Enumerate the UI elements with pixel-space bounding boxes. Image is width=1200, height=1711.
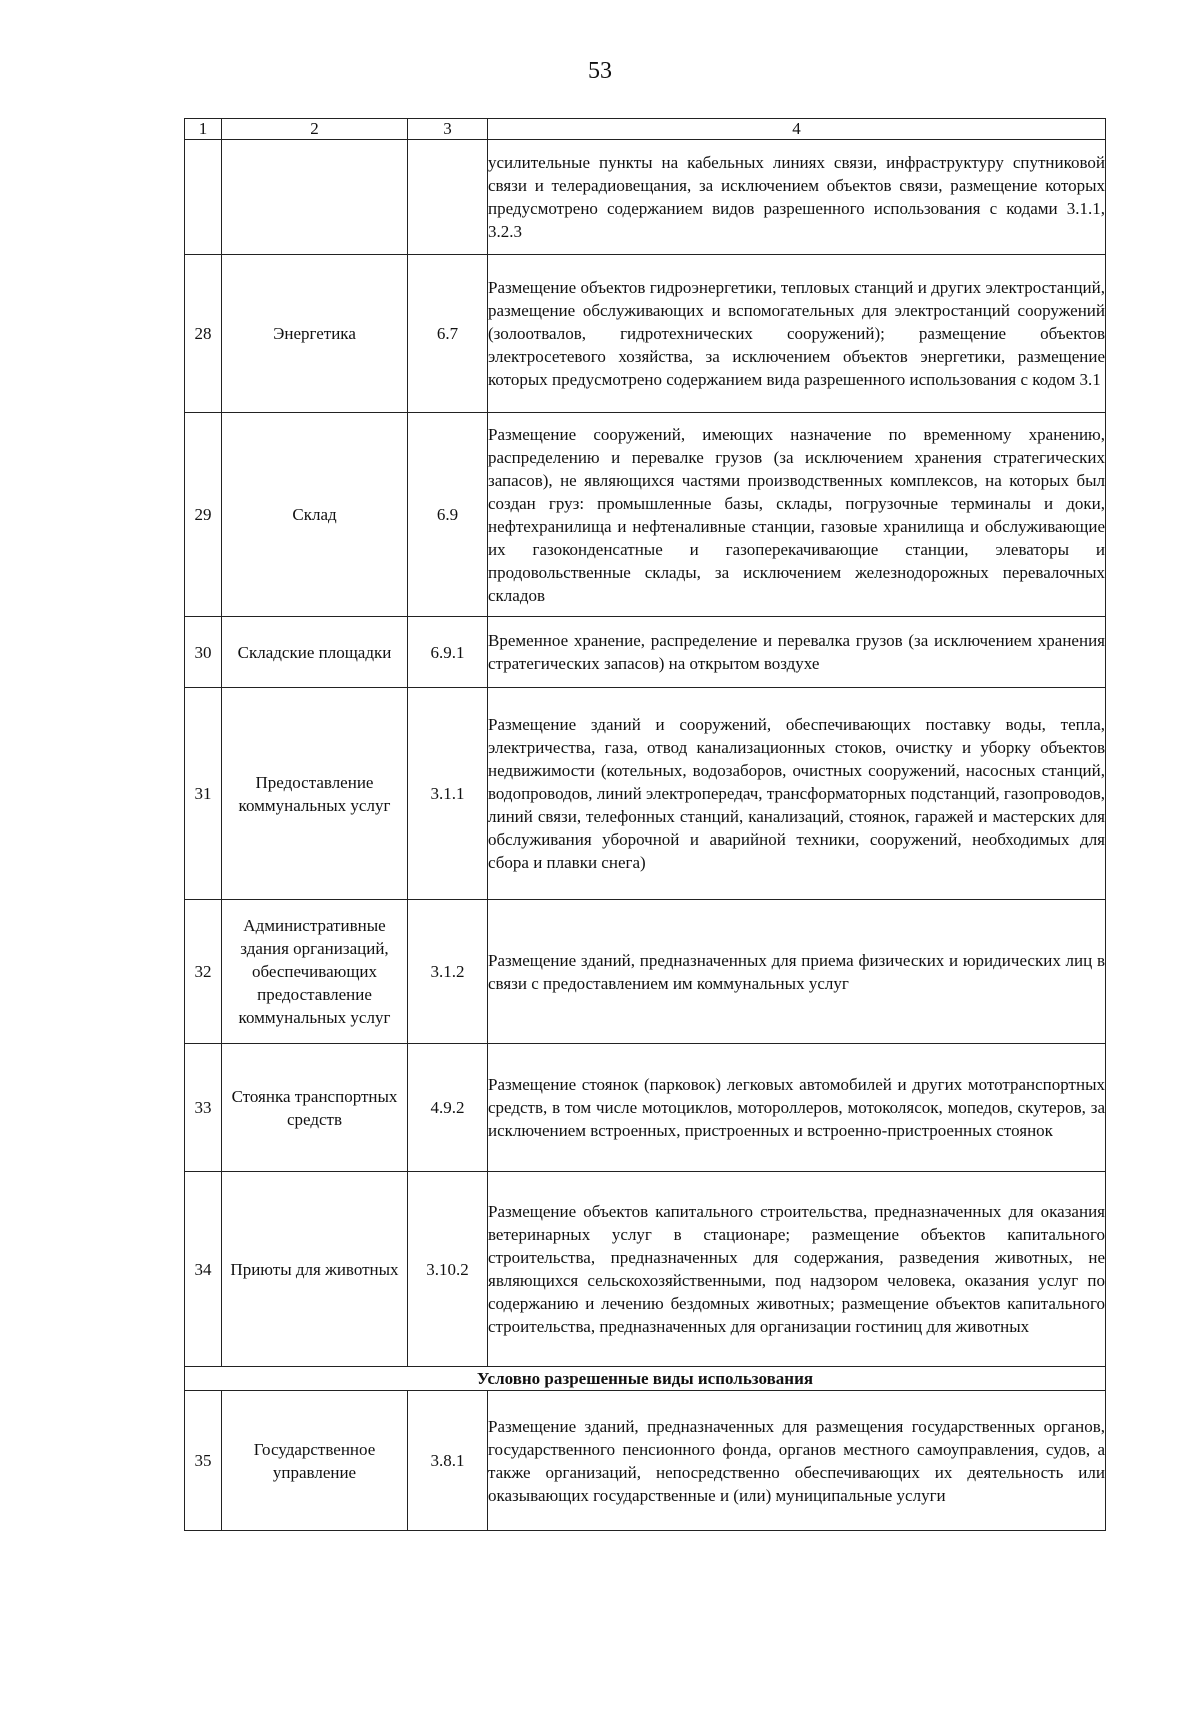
table-row [185,1391,1106,1531]
page-number: 53 [588,58,612,84]
table-row [185,255,1106,413]
table-row [185,140,1106,255]
use-type-description: Размещение зданий, предназначенных для размещения государственных органов, государственного пенсионного фонда, органов местного самоуправления, судов, а также организаций, непосредственно обеспечивающих их деятельность или оказывающих государственные и (или) муниципальные услуги [488,1391,1106,1531]
use-type-description: Размещение сооружений, имеющих назначение по временному хранению, распределению и перевалке грузов (за исключением хранения стратегических запасов), не являющихся частями производственных комплексов, на которых был создан груз: промышленные базы, склады, погрузочные терминалы и доки, нефтехранилища и нефтеналивные станции, газовые хранилища и обслуживающие их газоконденсатные и газоперекачивающие станции, элеваторы и продовольственные склады, за исключением железнодорожных перевалочных складов [488,413,1106,617]
column-number-1: 1 [185,119,222,140]
use-type-description: Размещение объектов гидроэнергетики, тепловых станций и других электростанций, размещение обслуживающих и вспомогательных для электростанций сооружений (золоотвалов, гидротехнических сооружений); размещение объектов электросетевого хозяйства, за исключением объектов энергетики, размещение которых предусмотрено содержанием вида разрешенного использования с кодом 3.1 [488,255,1106,413]
section-title: Условно разрешенные виды использования [185,1367,1106,1391]
use-type-code: 3.1.1 [408,688,488,900]
row-number: 34 [185,1172,222,1367]
use-type-description: усилительные пункты на кабельных линиях связи, инфраструктуру спутниковой связи и телерадиовещания, за исключением объектов связи, размещение которых предусмотрено содержанием видов разрешенного использования с кодами 3.1.1, 3.2.3 [488,140,1106,255]
row-number [185,140,222,255]
row-number: 32 [185,900,222,1044]
table-row [185,617,1106,688]
row-number: 33 [185,1044,222,1172]
section-header-row [185,1367,1106,1391]
use-type-name: Складские площадки [222,617,408,688]
table-row [185,413,1106,617]
use-type-code: 3.1.2 [408,900,488,1044]
use-type-description: Размещение объектов капитального строительства, предназначенных для оказания ветеринарных услуг в стационаре; размещение объектов капитального строительства, предназначенных для содержания, разведения животных, не являющихся сельскохозяйственными, под надзором человека, оказания услуг по содержанию и лечению бездомных животных; размещение объектов капитального строительства, предназначенных для организации гостиниц для животных [488,1172,1106,1367]
land-use-table [184,118,1106,1531]
use-type-code: 6.9.1 [408,617,488,688]
table-row [185,1172,1106,1367]
row-number: 30 [185,617,222,688]
use-type-name: Энергетика [222,255,408,413]
use-type-description: Размещение стоянок (парковок) легковых автомобилей и других мототранспортных средств, в том числе мотоциклов, мотороллеров, мотоколясок, мопедов, скутеров, за исключением встроенных, пристроенных и встроенно-пристроенных стоянок [488,1044,1106,1172]
use-type-code: 4.9.2 [408,1044,488,1172]
use-type-name: Приюты для животных [222,1172,408,1367]
table-row [185,1044,1106,1172]
use-type-name: Предоставление коммунальных услуг [222,688,408,900]
use-type-name [222,140,408,255]
column-number-4: 4 [488,119,1106,140]
row-number: 28 [185,255,222,413]
use-type-code: 3.8.1 [408,1391,488,1531]
use-type-name: Склад [222,413,408,617]
column-number-2: 2 [222,119,408,140]
use-type-description: Размещение зданий и сооружений, обеспечивающих поставку воды, тепла, электричества, газа, отвод канализационных стоков, очистку и уборку объектов недвижимости (котельных, водозаборов, очистных сооружений, насосных станций, водопроводов, линий электропередач, трансформаторных подстанций, газопроводов, линий связи, телефонных станций, канализаций, стоянок, гаражей и мастерских для обслуживания уборочной и аварийной техники, сооружений, необходимых для сбора и плавки снега) [488,688,1106,900]
use-type-code: 6.7 [408,255,488,413]
use-type-code: 3.10.2 [408,1172,488,1367]
use-type-description: Временное хранение, распределение и перевалка грузов (за исключением хранения стратегических запасов) на открытом воздухе [488,617,1106,688]
table-header-row [185,119,1106,140]
column-number-3: 3 [408,119,488,140]
row-number: 29 [185,413,222,617]
row-number: 31 [185,688,222,900]
use-type-code: 6.9 [408,413,488,617]
row-number: 35 [185,1391,222,1531]
use-type-name: Стоянка транспортных средств [222,1044,408,1172]
table-row [185,688,1106,900]
table-row [185,900,1106,1044]
use-type-code [408,140,488,255]
use-type-name: Административные здания организаций, обеспечивающих предоставление коммунальных услуг [222,900,408,1044]
use-type-name: Государственное управление [222,1391,408,1531]
use-type-description: Размещение зданий, предназначенных для приема физических и юридических лиц в связи с предоставлением им коммунальных услуг [488,900,1106,1044]
